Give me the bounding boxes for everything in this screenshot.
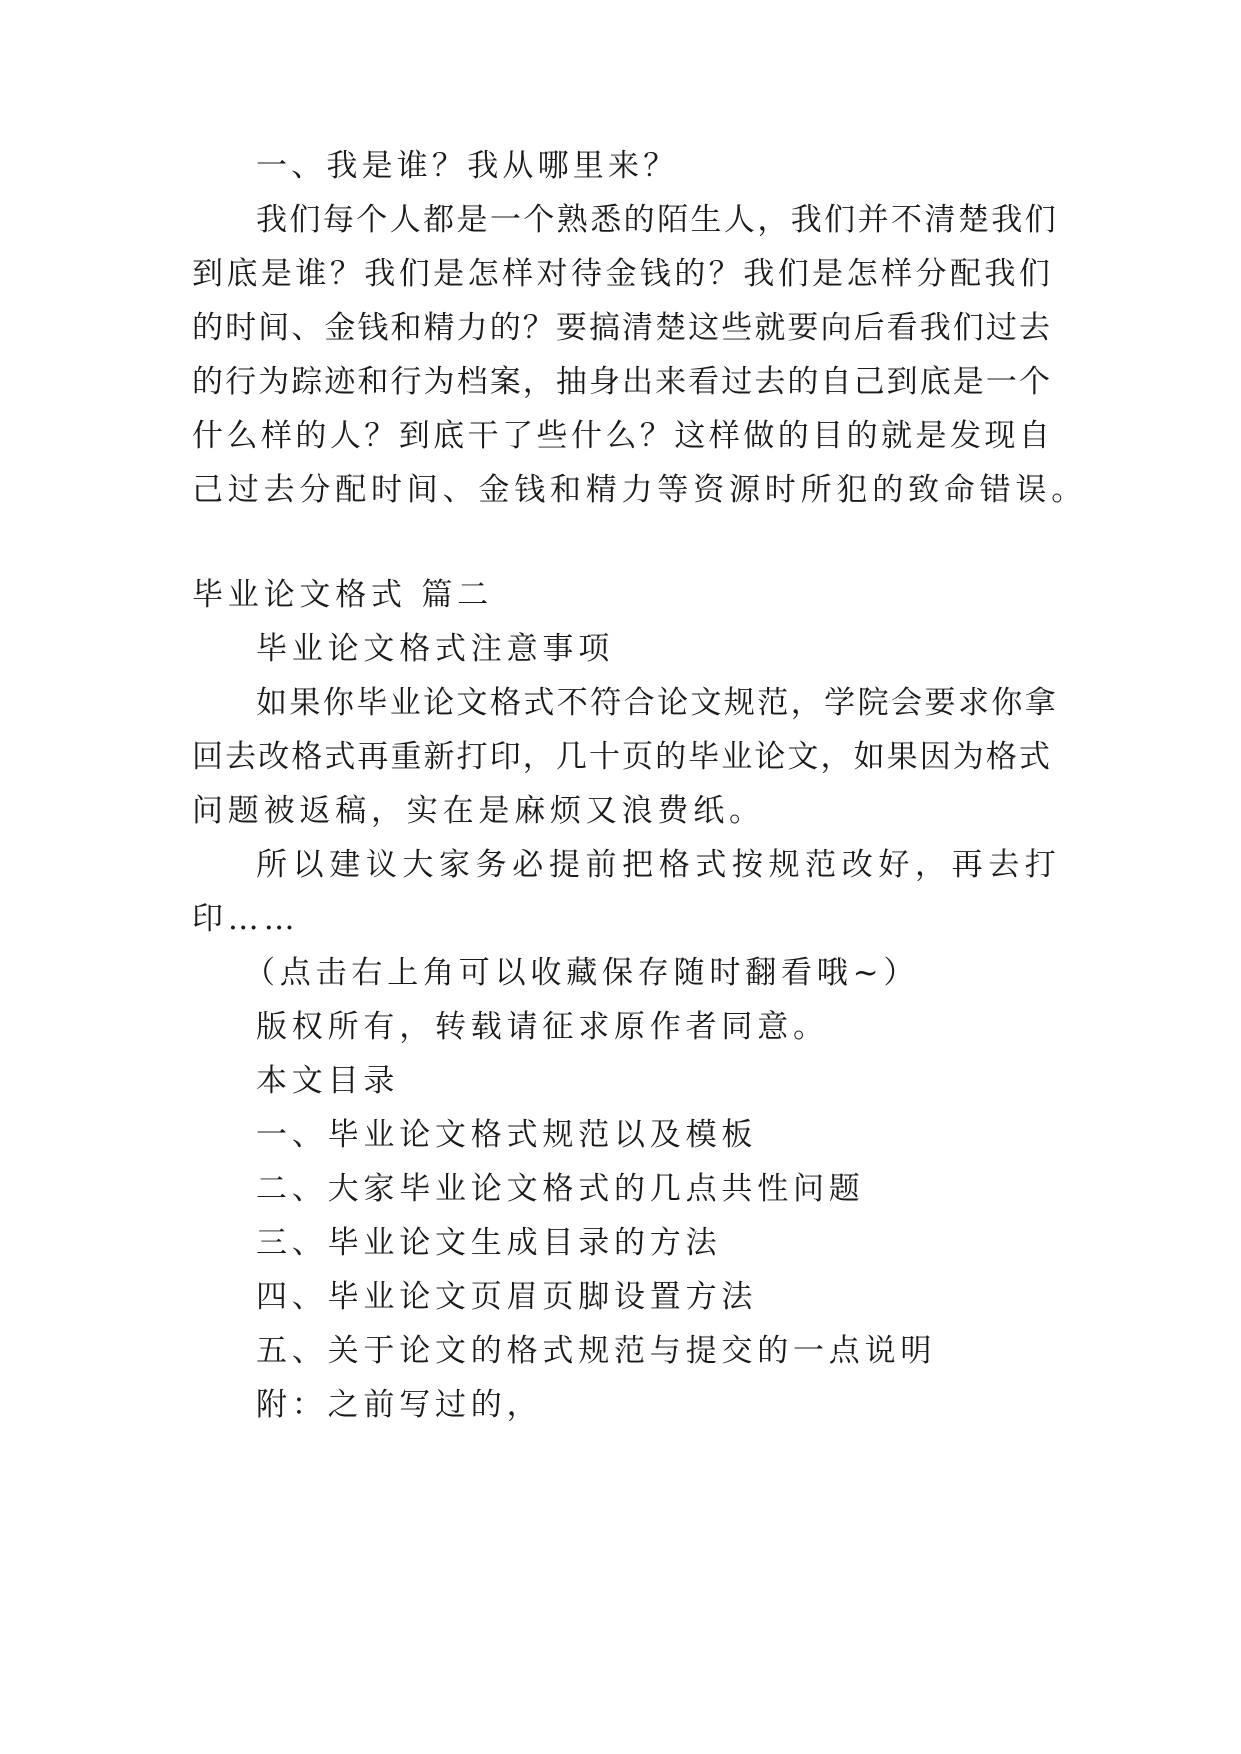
paragraph-line: 问题被返稿，实在是麻烦又浪费纸。 <box>192 793 765 829</box>
toc-title: 本文目录 <box>256 1063 400 1099</box>
paragraph-line: 印…… <box>192 901 300 937</box>
paragraph-line: 的 时 间 、 金 钱 和 精 力 的 ？ 要 搞 清 楚 这 些 就 要 向 后 看 我 们 过 去 <box>192 310 1050 346</box>
toc-item: 五、关于论文的格式规范与提交的一点说明 <box>256 1333 937 1369</box>
appendix-text: 附：之前写过的， <box>256 1387 543 1423</box>
section-subtitle: 毕业论文格式注意事项 <box>256 631 614 667</box>
paragraph-line: 什 么 样 的 人 ？ 到 底 干 了 些 什 么 ？ 这 样 做 的 目 的 就 是 发 现 自 <box>192 418 1050 454</box>
toc-item: 二、大家毕业论文格式的几点共性问题 <box>256 1171 865 1207</box>
toc-item: 四、毕业论文页眉页脚设置方法 <box>256 1279 758 1315</box>
note-text: （点击右上角可以收藏保存随时翻看哦~） <box>244 955 920 991</box>
paragraph-line: 己过去分配时间、金钱和精力等资源时所犯的致命错误。 <box>192 472 1087 508</box>
paragraph-line: 如 果 你 毕 业 论 文 格 式 不 符 合 论 文 规 范 ， 学 院 会 要 求 你 拿 <box>256 685 1056 721</box>
toc-item: 三、毕业论文生成目录的方法 <box>256 1225 722 1261</box>
copyright-text: 版权所有，转载请征求原作者同意。 <box>256 1009 829 1045</box>
section-title: 毕业论文格式 篇二 <box>192 577 494 613</box>
toc-item: 一、毕业论文格式规范以及模板 <box>256 1117 758 1153</box>
paragraph-line: 所 以 建 议 大 家 务 必 提 前 把 格 式 按 规 范 改 好 ， 再 去 打 <box>256 847 1056 883</box>
paragraph-line: 的 行 为 踪 迹 和 行 为 档 案 ， 抽 身 出 来 看 过 去 的 自 己 到 底 是 一 个 <box>192 364 1050 400</box>
paragraph-line: 回 去 改 格 式 再 重 新 打 印 ， 几 十 页 的 毕 业 论 文 ， 如 果 因 为 格 式 <box>192 739 1050 775</box>
section-heading: 一、我是谁？我从哪里来？ <box>256 148 679 184</box>
paragraph-line: 到 底 是 谁 ？ 我 们 是 怎 样 对 待 金 钱 的 ？ 我 们 是 怎 样 分 配 我 们 <box>192 256 1050 292</box>
paragraph-line: 我 们 每 个 人 都 是 一 个 熟 悉 的 陌 生 人 ， 我 们 并 不 清 楚 我 们 <box>256 202 1056 238</box>
